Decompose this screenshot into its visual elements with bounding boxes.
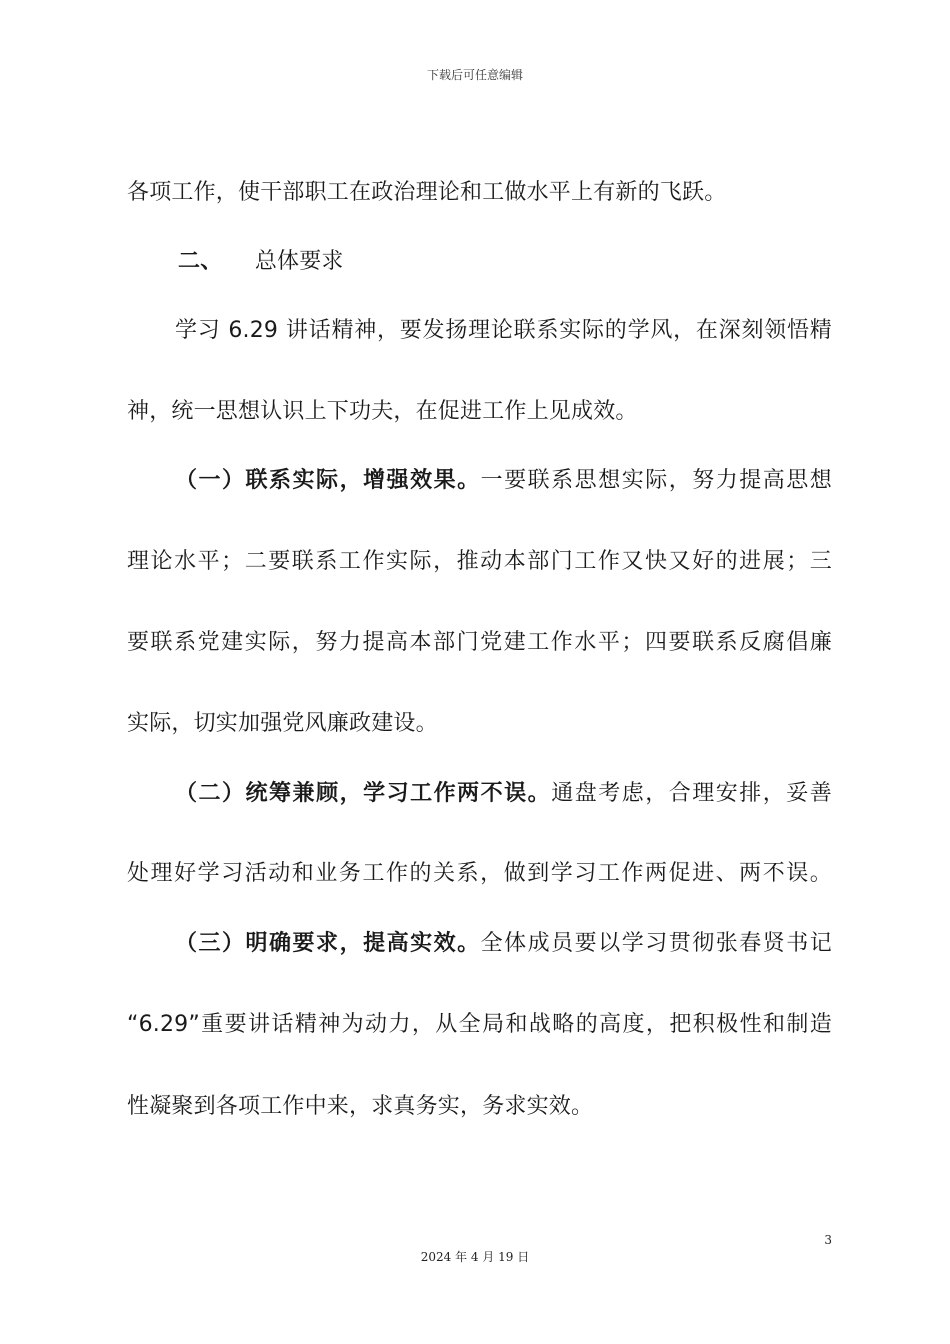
paragraph-line: 学习 6.29 讲话精神，要发扬理论联系实际的学风，在深刻领悟精 <box>175 318 832 343</box>
page-number: 3 <box>824 1233 832 1247</box>
section-title: 总体要求 <box>254 249 344 274</box>
paragraph-line: 神，统一思想认识上下功夫，在促进工作上见成效。 <box>127 399 638 424</box>
item-three-first-line <box>127 929 832 959</box>
item-two-text: 通盘考虑，合理安排，妥善 <box>551 781 832 806</box>
footer-date: 2024 年 4 月 19 日 <box>420 1250 530 1264</box>
item-one-first-line <box>127 466 832 496</box>
item-two-first-line <box>127 779 832 809</box>
section-heading <box>178 247 883 277</box>
item-three-text: 全体成员要以学习贯彻张春贤书记 <box>480 931 832 956</box>
paragraph-line: 要联系党建实际，努力提高本部门党建工作水平；四要联系反腐倡廉 <box>127 630 832 655</box>
paragraph-line: “6.29”重要讲话精神为动力，从全局和战略的高度，把积极性和制造 <box>127 1012 832 1037</box>
item-one-text: 一要联系思想实际，努力提高思想 <box>480 468 832 493</box>
paragraph-line: 处理好学习活动和业务工作的关系，做到学习工作两促进、两不误。 <box>127 861 832 886</box>
item-three-heading: （三）明确要求，提高实效。 <box>175 931 481 956</box>
paragraph-line: 理论水平；二要联系工作实际，推动本部门工作又快又好的进展；三 <box>127 549 832 574</box>
paragraph-line: 各项工作，使干部职工在政治理论和工做水平上有新的飞跃。 <box>127 180 727 205</box>
section-number: 二、 <box>178 249 223 274</box>
paragraph-line: 实际，切实加强党风廉政建设。 <box>127 711 438 736</box>
item-two-heading: （二）统筹兼顾，学习工作两不误。 <box>175 781 552 806</box>
item-one-heading: （一）联系实际，增强效果。 <box>175 468 481 493</box>
page-header: 下载后可任意编辑 <box>426 68 523 82</box>
paragraph-line: 性凝聚到各项工作中来，求真务实，务求实效。 <box>127 1094 594 1119</box>
